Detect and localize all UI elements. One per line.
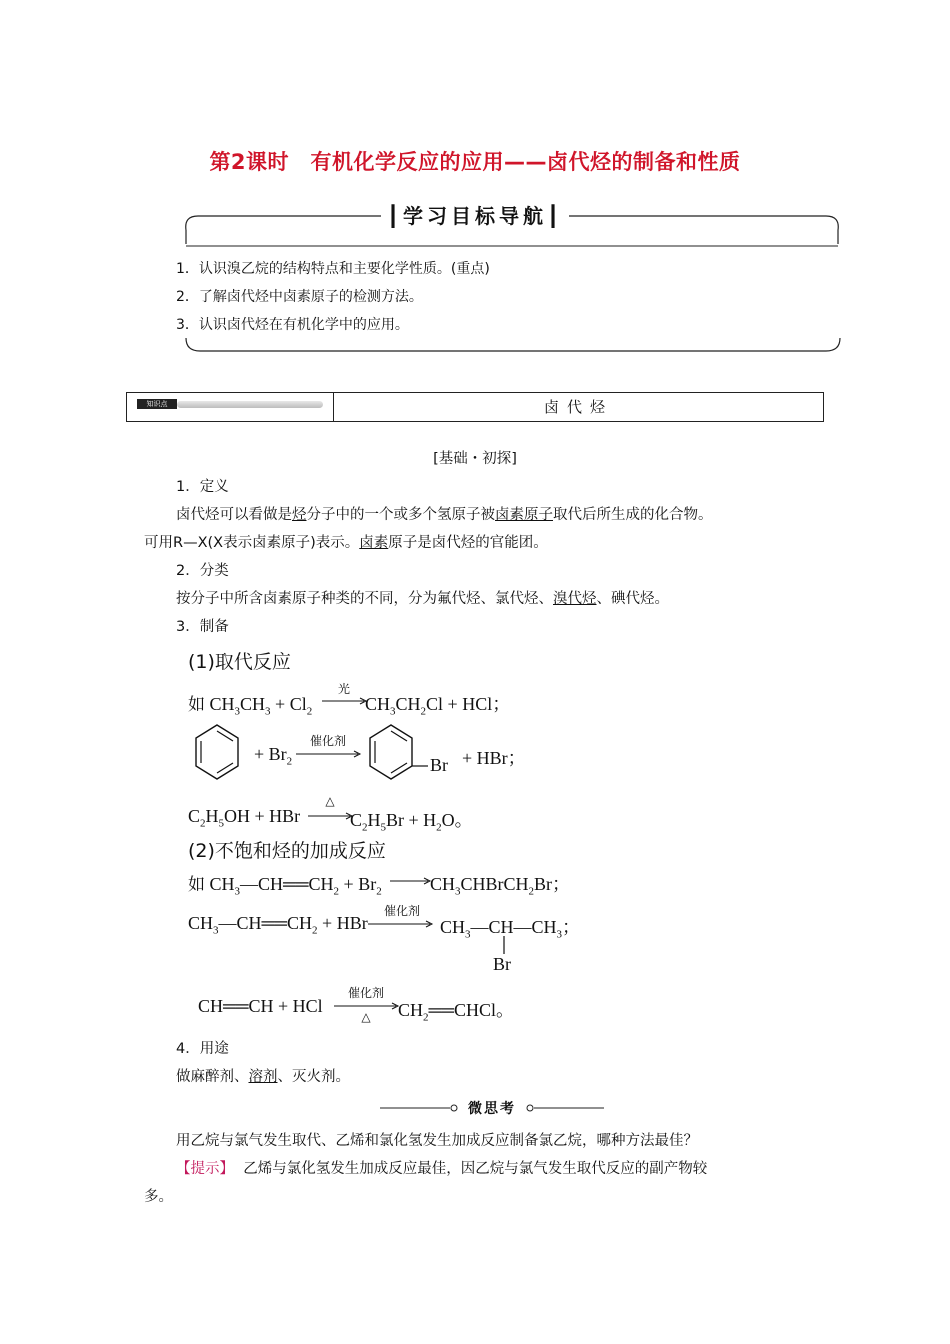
punctuation: ；	[507, 748, 526, 768]
text: 做麻醉剂、	[176, 1069, 249, 1085]
subscript: 2	[528, 885, 535, 898]
subscript: 2	[286, 755, 293, 768]
equation-propene-hbr	[188, 913, 368, 937]
subscript: 2	[423, 1011, 429, 1024]
condition-catalyst: 催化剂	[309, 734, 346, 748]
equation-benzene-bromination	[254, 744, 292, 768]
text: 卤代烃可以看做是	[176, 507, 292, 523]
formula: Br	[386, 810, 405, 830]
subscript: 3	[455, 885, 461, 898]
formula: O	[441, 810, 455, 830]
formula: C	[350, 810, 363, 830]
subscript: 2	[376, 885, 382, 898]
formula: Br	[268, 744, 287, 764]
formula: CH	[398, 1000, 424, 1020]
plus: +	[343, 874, 354, 894]
definition-paragraph-line2	[144, 531, 548, 552]
plus: +	[254, 806, 265, 826]
subscript: 5	[218, 817, 225, 830]
equation-acetylene-hcl-product	[398, 996, 514, 1024]
formula: ══CHCl	[428, 1000, 497, 1020]
formula: ══CH	[261, 913, 313, 933]
condition-heat: △	[361, 1010, 371, 1024]
blank-answer: 卤素原子	[495, 507, 553, 523]
formula: CH	[365, 694, 391, 714]
formula: CH	[488, 917, 514, 937]
knowledge-point-label-cell	[127, 393, 334, 421]
equation-propene-bromine-product	[430, 870, 570, 898]
formula: Br	[358, 874, 377, 894]
plus: +	[275, 694, 286, 714]
think-banner: 微思考	[468, 1101, 516, 1117]
text: 按分子中所含卤素原子种类的不同，分为氟代烃、氯代烃、	[176, 591, 553, 607]
formula: Cl	[426, 694, 444, 714]
plus: +	[447, 694, 458, 714]
formula: OH	[224, 806, 251, 826]
subscript: 3	[234, 705, 241, 718]
plus: +	[278, 996, 289, 1016]
text: 、灭火剂。	[277, 1069, 350, 1085]
hint-label: 【提示】	[176, 1161, 234, 1177]
formula: CH	[258, 874, 284, 894]
bond: —	[240, 874, 259, 894]
goals-frame	[178, 210, 846, 356]
knowledge-point-bar	[126, 392, 824, 422]
subscript: 2	[420, 705, 427, 718]
think-hint-continuation: 多。	[144, 1189, 173, 1205]
section-tag: [基础・初探]	[433, 451, 517, 467]
formula: CH	[531, 917, 557, 937]
goal-item: 1．认识溴乙烷的结构特点和主要化学性质。(重点)	[176, 261, 490, 277]
subscript: 3	[390, 705, 396, 718]
goal-item: 2．了解卤代烃中卤素原子的检测方法。	[176, 289, 423, 305]
formula: CH	[395, 694, 421, 714]
think-question: 用乙烷与氯气发生取代、乙烯和氯化氢发生加成反应制备氯乙烷，哪种方法最佳？	[176, 1133, 698, 1149]
text: 取代后所生成的化合物。	[553, 507, 713, 523]
preparation-heading: 3．制备	[176, 619, 229, 635]
formula: CH	[440, 917, 466, 937]
subscript: 2	[436, 821, 442, 834]
text: 分子中的一个或多个氢原子被	[306, 507, 495, 523]
use-heading: 4．用途	[176, 1041, 229, 1057]
text: 如	[188, 875, 205, 895]
formula: HBr	[336, 913, 368, 933]
bromine-substituent: Br	[430, 755, 448, 775]
definition-paragraph-line1	[176, 503, 713, 524]
formula: CH══CH	[198, 996, 274, 1016]
formula: Br	[534, 874, 553, 894]
subscript: 2	[200, 817, 206, 830]
equation-ethane-chlorination	[188, 690, 312, 718]
condition-catalyst: 催化剂	[347, 986, 384, 1000]
punctuation: 。	[496, 1000, 515, 1020]
goal-item: 3．认识卤代烃在有机化学中的应用。	[176, 317, 409, 333]
formula: Cl	[289, 694, 307, 714]
classification-heading: 2．分类	[176, 563, 229, 579]
reaction-arrow	[308, 810, 354, 822]
subscript: 2	[362, 821, 368, 834]
benzene-ring-icon	[192, 722, 242, 784]
classification-text	[176, 587, 669, 608]
blank-answer: 溶剂	[248, 1069, 278, 1085]
bond: —	[218, 913, 237, 933]
bond: —	[513, 917, 532, 937]
subscript: 5	[380, 821, 387, 834]
goals-banner-text: 学习目标导航	[403, 200, 547, 229]
subscript: 3	[213, 924, 219, 937]
vertical-bond	[502, 936, 506, 954]
subscript: 2	[312, 924, 318, 937]
formula: CH	[188, 913, 214, 933]
subscript: 3	[234, 885, 241, 898]
hint-text: 乙烯与氯化氢发生加成反应最佳，因乙烷与氯气发生取代反应的副产物较	[243, 1161, 708, 1177]
page-title: 第2课时 有机化学反应的应用——卤代烃的制备和性质	[209, 150, 741, 174]
think-hint	[176, 1157, 707, 1178]
condition-catalyst: 催化剂	[383, 904, 420, 918]
formula: H	[205, 806, 219, 826]
punctuation: ；	[492, 694, 511, 714]
formula: CH	[430, 874, 456, 894]
formula: HCl	[462, 694, 493, 714]
punctuation: 。	[454, 810, 473, 830]
reaction-arrow	[368, 918, 434, 930]
use-text	[176, 1065, 350, 1086]
equation-ethanol-hbr-products	[350, 806, 473, 834]
bromine-branch: Br	[493, 954, 511, 974]
subscript: 2	[306, 705, 313, 718]
formula: CH	[209, 874, 235, 894]
formula: HCl	[292, 996, 323, 1016]
substitution-subheading: (1)取代反应	[188, 651, 291, 673]
formula: CH	[236, 913, 262, 933]
knowledge-point-title: 卤代烃	[543, 398, 613, 416]
equation-benzene-bromination-hbr	[462, 744, 526, 770]
subscript: 3	[265, 705, 271, 718]
formula: ══CH	[283, 874, 334, 894]
blank-answer: 烃	[292, 507, 307, 523]
knowledge-point-tag: 知识点	[137, 399, 177, 409]
goals-banner: ┃学习目标导航┃	[0, 200, 950, 229]
blank-answer: 卤素	[359, 535, 389, 551]
equation-propene-bromine	[188, 870, 382, 898]
text: 可用R—X(X表示卤素原子)表示。	[144, 535, 360, 551]
plus: +	[254, 744, 265, 764]
punctuation: ；	[562, 917, 581, 937]
condition-light: 光	[337, 682, 350, 696]
blank-answer: 溴代烃	[553, 591, 597, 607]
bromobenzene-ring-icon	[366, 722, 432, 784]
plus: +	[462, 748, 473, 768]
punctuation: ；	[552, 874, 571, 894]
knowledge-point-decoration	[177, 401, 323, 408]
condition-heat: △	[325, 794, 335, 808]
subscript: 3	[465, 928, 471, 941]
formula: C	[188, 806, 201, 826]
bond: —	[470, 917, 489, 937]
formula: CH	[240, 694, 266, 714]
formula: HBr	[269, 806, 301, 826]
formula: H	[423, 810, 437, 830]
text: 原子是卤代烃的官能团。	[388, 535, 548, 551]
formula: H	[367, 810, 381, 830]
formula: CH	[503, 874, 529, 894]
subscript: 3	[556, 928, 563, 941]
text: 、碘代烃。	[596, 591, 669, 607]
equation-acetylene-hcl	[198, 996, 323, 1017]
formula: HBr	[476, 748, 508, 768]
subscript: 2	[333, 885, 340, 898]
formula: CH	[209, 694, 235, 714]
definition-heading: 1．定义	[176, 479, 229, 495]
plus: +	[322, 913, 333, 933]
formula: CHBr	[460, 874, 504, 894]
equation-propene-hbr-product	[440, 913, 580, 941]
equation-ethane-chlorination-products	[365, 690, 510, 718]
reaction-arrow	[322, 695, 368, 707]
text: 如	[188, 695, 205, 715]
reaction-arrow	[296, 748, 362, 760]
equation-ethanol-hbr	[188, 806, 300, 830]
addition-subheading: (2)不饱和烃的加成反应	[188, 840, 386, 862]
plus: +	[408, 810, 419, 830]
reaction-arrow	[390, 875, 432, 887]
